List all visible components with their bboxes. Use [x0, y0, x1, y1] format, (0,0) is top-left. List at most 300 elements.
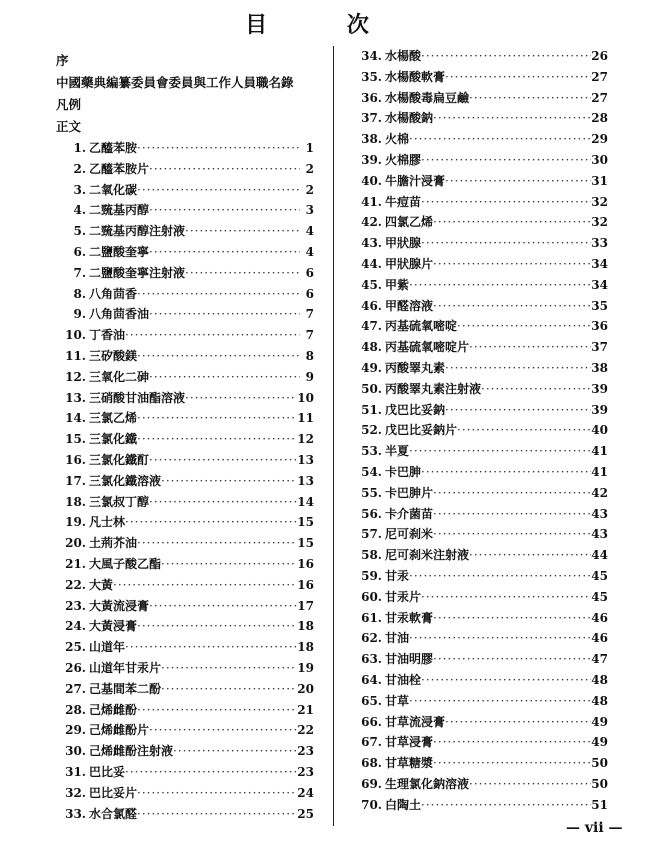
- toc-entry[interactable]: [356, 212, 608, 233]
- dot-leader: [481, 379, 591, 400]
- toc-entry[interactable]: [356, 587, 608, 608]
- toc-entry[interactable]: [356, 108, 608, 129]
- toc-entry[interactable]: [356, 670, 608, 691]
- entry-page: 25: [297, 806, 314, 821]
- toc-entry[interactable]: [56, 200, 314, 221]
- dot-leader: [137, 804, 297, 825]
- entry-page: 37: [591, 340, 608, 355]
- entry-number: 7.: [73, 265, 86, 280]
- entry-name: 丙酸睪丸素注射液: [385, 381, 482, 396]
- entry-name: 二鹽酸奎寧注射液: [89, 265, 186, 280]
- entry-number: 69.: [361, 776, 382, 791]
- entry-number: 60.: [361, 589, 382, 604]
- toc-entry[interactable]: [356, 462, 608, 483]
- dot-leader: [161, 679, 297, 700]
- entry-name: 八角茴香油: [89, 307, 150, 322]
- toc-right-column: [356, 46, 608, 815]
- dot-leader: [409, 129, 591, 150]
- toc-entry[interactable]: [356, 150, 608, 171]
- dot-leader: [149, 450, 297, 471]
- entry-number: 59.: [361, 568, 382, 583]
- entry-page: 16: [297, 556, 314, 571]
- toc-entry[interactable]: [356, 441, 608, 462]
- dot-leader: [149, 200, 300, 221]
- entry-page: 21: [297, 702, 314, 717]
- entry-number: 9.: [73, 307, 86, 322]
- entry-number: 16.: [65, 452, 86, 467]
- entry-number: 6.: [73, 244, 86, 259]
- dot-leader: [469, 774, 591, 795]
- dot-leader: [137, 284, 300, 305]
- entry-name: 水楊酸: [385, 49, 422, 63]
- dot-leader: [421, 587, 591, 608]
- entry-number: 13.: [65, 390, 86, 405]
- dot-leader: [433, 753, 591, 774]
- toc-entry[interactable]: [356, 129, 608, 150]
- toc-entry[interactable]: [56, 554, 314, 575]
- dot-leader: [457, 316, 591, 337]
- entry-page: 47: [591, 652, 608, 667]
- entry-number: 46.: [361, 298, 382, 313]
- dot-leader: [125, 325, 300, 346]
- toc-entry[interactable]: [356, 732, 608, 753]
- entry-number: 63.: [361, 652, 382, 667]
- toc-entry[interactable]: [56, 762, 314, 783]
- dot-leader: [433, 254, 591, 275]
- entry-number: 47.: [361, 319, 382, 334]
- toc-entry[interactable]: [56, 575, 314, 596]
- entry-page: 29: [591, 132, 608, 147]
- toc-entry[interactable]: [56, 408, 314, 429]
- toc-entry[interactable]: [56, 533, 314, 554]
- entry-number: 15.: [65, 432, 86, 447]
- entry-page: 4: [305, 244, 314, 259]
- entry-name: 丙基硫氧嘧啶片: [385, 340, 470, 355]
- toc-entry[interactable]: [356, 795, 608, 816]
- entry-number: 35.: [361, 69, 382, 84]
- entry-number: 34.: [361, 49, 382, 63]
- entry-number: 10.: [65, 328, 86, 343]
- entry-page: 4: [305, 224, 314, 239]
- toc-entry[interactable]: [56, 700, 314, 721]
- entry-page: 20: [297, 681, 314, 696]
- dot-leader: [421, 795, 591, 816]
- entry-number: 43.: [361, 236, 382, 251]
- entry-name: 甘草浸膏: [385, 735, 434, 750]
- entry-name: 己烯雌酚: [89, 702, 138, 717]
- dot-leader: [469, 337, 591, 358]
- entry-number: 23.: [65, 598, 86, 613]
- entry-name: 半夏: [385, 444, 410, 459]
- entry-name: 甘草流浸膏: [385, 714, 446, 729]
- toc-entry[interactable]: [356, 712, 608, 733]
- toc-entry-list: [56, 138, 314, 824]
- entry-name: 三氯叔丁醇: [89, 494, 150, 509]
- entry-page: 16: [297, 577, 314, 592]
- toc-entry[interactable]: [56, 180, 314, 201]
- dot-leader: [137, 138, 300, 159]
- toc-entry[interactable]: [56, 429, 314, 450]
- dot-leader: [185, 221, 300, 242]
- toc-entry[interactable]: [356, 275, 608, 296]
- toc-entry[interactable]: [56, 450, 314, 471]
- dot-leader: [137, 180, 300, 201]
- entry-name: 卡介菌苗: [385, 506, 434, 521]
- entry-name: 水楊酸鈉: [385, 111, 434, 126]
- toc-main-text[interactable]: 正文: [56, 119, 82, 134]
- entry-number: 2.: [73, 161, 86, 176]
- entry-name: 丁香油: [89, 328, 126, 343]
- entry-name: 戊巴比妥鈉: [385, 402, 446, 417]
- entry-number: 64.: [361, 672, 382, 687]
- dot-leader: [445, 358, 591, 379]
- dot-leader: [433, 649, 591, 670]
- entry-name: 巴比妥: [89, 764, 126, 779]
- dot-leader: [185, 263, 300, 284]
- dot-leader: [433, 608, 591, 629]
- entry-number: 44.: [361, 256, 382, 271]
- entry-number: 14.: [65, 411, 86, 426]
- dot-leader: [457, 420, 591, 441]
- entry-name: 二巰基丙醇: [89, 203, 150, 218]
- entry-page: 1: [305, 141, 314, 155]
- entry-page: 7: [305, 307, 314, 322]
- toc-left-column: [56, 50, 314, 824]
- entry-number: 50.: [361, 381, 382, 396]
- entry-name: 甘油栓: [385, 672, 422, 687]
- toc-entry[interactable]: [356, 545, 608, 566]
- toc-entry[interactable]: [356, 400, 608, 421]
- entry-page: 43: [591, 506, 608, 521]
- toc-entry[interactable]: [56, 512, 314, 533]
- toc-entry[interactable]: [56, 221, 314, 242]
- entry-name: 水楊酸毒扁豆鹼: [385, 90, 470, 105]
- entry-name: 三矽酸鎂: [89, 348, 138, 363]
- dot-leader: [149, 304, 300, 325]
- entry-name: 水楊酸軟膏: [385, 69, 446, 84]
- toc-entry[interactable]: [56, 804, 314, 825]
- entry-page: 9: [305, 369, 314, 384]
- dot-leader: [137, 700, 297, 721]
- entry-number: 53.: [361, 444, 382, 459]
- toc-entry[interactable]: [356, 192, 608, 213]
- entry-name: 甲狀腺: [385, 236, 422, 251]
- toc-general-notices[interactable]: 凡例: [56, 97, 82, 112]
- toc-entry[interactable]: [56, 637, 314, 658]
- toc-entry[interactable]: [356, 88, 608, 109]
- entry-number: 61.: [361, 610, 382, 625]
- entry-number: 31.: [65, 764, 86, 779]
- entry-number: 25.: [65, 640, 86, 655]
- entry-page: 3: [305, 203, 314, 218]
- entry-name: 己烯雌酚注射液: [89, 744, 174, 759]
- entry-name: 己烯雌酚片: [89, 723, 150, 738]
- toc-entry[interactable]: [356, 254, 608, 275]
- dot-leader: [113, 575, 297, 596]
- entry-number: 52.: [361, 423, 382, 438]
- entry-name: 丙基硫氧嘧啶: [385, 319, 458, 334]
- entry-name: 白陶土: [385, 797, 422, 812]
- dot-leader: [125, 637, 297, 658]
- toc-entry[interactable]: [56, 679, 314, 700]
- entry-number: 56.: [361, 506, 382, 521]
- toc-entry[interactable]: [356, 316, 608, 337]
- dot-leader: [137, 346, 300, 367]
- toc-entry[interactable]: [56, 304, 314, 325]
- dot-leader: [137, 429, 297, 450]
- toc-entry[interactable]: [356, 420, 608, 441]
- toc-entry[interactable]: [356, 524, 608, 545]
- toc-entry[interactable]: [356, 46, 608, 67]
- toc-entry[interactable]: [356, 171, 608, 192]
- dot-leader: [445, 171, 591, 192]
- toc-entry[interactable]: [56, 783, 314, 804]
- toc-entry[interactable]: [56, 658, 314, 679]
- dot-leader: [409, 566, 591, 587]
- entry-name: 卡巴胂: [385, 464, 422, 479]
- entry-name: 甘草: [385, 693, 410, 708]
- entry-number: 18.: [65, 494, 86, 509]
- entry-page: 46: [591, 610, 608, 625]
- dot-leader: [409, 275, 591, 296]
- entry-page: 13: [297, 473, 314, 488]
- entry-name: 土荊芥油: [89, 536, 138, 551]
- dot-leader: [433, 296, 591, 317]
- dot-leader: [137, 616, 297, 637]
- entry-name: 甘草糖漿: [385, 756, 434, 771]
- toc-entry[interactable]: [56, 325, 314, 346]
- page-title: 目 次: [245, 13, 405, 38]
- entry-page: 34: [591, 256, 608, 271]
- entry-name: 大黃流浸膏: [89, 598, 150, 613]
- entry-name: 三氯乙烯: [89, 411, 138, 426]
- entry-number: 4.: [73, 203, 86, 218]
- toc-entry[interactable]: [356, 483, 608, 504]
- column-divider: [333, 46, 334, 826]
- entry-number: 57.: [361, 527, 382, 542]
- toc-entry[interactable]: [356, 233, 608, 254]
- entry-number: 36.: [361, 90, 382, 105]
- toc-entry[interactable]: [56, 263, 314, 284]
- entry-number: 49.: [361, 360, 382, 375]
- entry-name: 山道年甘汞片: [89, 660, 162, 675]
- entry-number: 27.: [65, 681, 86, 696]
- entry-number: 12.: [65, 369, 86, 384]
- entry-page: 46: [591, 631, 608, 646]
- dot-leader: [445, 400, 591, 421]
- entry-page: 32: [591, 194, 608, 209]
- toc-entry[interactable]: [56, 346, 314, 367]
- toc-entry[interactable]: [56, 242, 314, 263]
- dot-leader: [137, 783, 297, 804]
- entry-page: 28: [591, 111, 608, 126]
- entry-name: 尼可刹米注射液: [385, 548, 470, 563]
- toc-entry[interactable]: [56, 138, 314, 159]
- entry-name: 牛痘苗: [385, 194, 422, 209]
- dot-leader: [421, 192, 591, 213]
- entry-page: 49: [591, 714, 608, 729]
- entry-name: 甘油: [385, 631, 410, 646]
- toc-entry[interactable]: [56, 492, 314, 513]
- entry-name: 二巰基丙醇注射液: [89, 224, 186, 239]
- dot-leader: [137, 408, 297, 429]
- dot-leader: [433, 504, 591, 525]
- entry-number: 21.: [65, 556, 86, 571]
- entry-page: 14: [297, 494, 314, 509]
- toc-entry[interactable]: [56, 720, 314, 741]
- entry-number: 68.: [361, 756, 382, 771]
- dot-leader: [421, 233, 591, 254]
- dot-leader: [149, 159, 300, 180]
- toc-entry[interactable]: [56, 471, 314, 492]
- toc-entry[interactable]: [356, 337, 608, 358]
- entry-number: 54.: [361, 464, 382, 479]
- entry-page: 30: [591, 152, 608, 167]
- entry-page: 7: [305, 328, 314, 343]
- toc-committee-list[interactable]: 中國藥典編纂委員會委員與工作人員職名錄: [56, 75, 294, 90]
- entry-page: 8: [305, 348, 314, 363]
- entry-name: 水合氯醛: [89, 806, 138, 821]
- entry-page: 41: [591, 464, 608, 479]
- toc-entry[interactable]: [56, 596, 314, 617]
- dot-leader: [173, 741, 297, 762]
- entry-page: 15: [297, 515, 314, 530]
- toc-entry[interactable]: [356, 67, 608, 88]
- entry-page: 27: [591, 90, 608, 105]
- toc-entry[interactable]: [56, 367, 314, 388]
- entry-name: 大風子酸乙酯: [89, 556, 162, 571]
- entry-number: 45.: [361, 277, 382, 292]
- entry-number: 48.: [361, 340, 382, 355]
- dot-leader: [149, 596, 297, 617]
- entry-name: 戊巴比妥鈉片: [385, 423, 458, 438]
- entry-page: 35: [591, 298, 608, 313]
- entry-name: 三氧化二砷: [89, 369, 150, 384]
- toc-entry[interactable]: [356, 566, 608, 587]
- entry-name: 三氯化鐵溶液: [89, 473, 162, 488]
- entry-name: 生理氯化鈉溶液: [385, 776, 470, 791]
- entry-page: 18: [297, 619, 314, 634]
- entry-page: 49: [591, 735, 608, 750]
- toc-entry[interactable]: [356, 691, 608, 712]
- toc-entry[interactable]: [56, 741, 314, 762]
- entry-number: 19.: [65, 515, 86, 530]
- toc-entry-list: [356, 46, 608, 815]
- entry-page: 23: [297, 764, 314, 779]
- entry-page: 19: [297, 660, 314, 675]
- entry-page: 2: [305, 161, 314, 176]
- toc-entry[interactable]: [356, 649, 608, 670]
- toc-entry[interactable]: [56, 388, 314, 409]
- toc-entry[interactable]: [356, 358, 608, 379]
- dot-leader: [421, 670, 591, 691]
- dot-leader: [161, 471, 297, 492]
- entry-number: 67.: [361, 735, 382, 750]
- entry-number: 42.: [361, 215, 382, 230]
- entry-page: 10: [297, 390, 314, 405]
- entry-number: 37.: [361, 111, 382, 126]
- entry-page: 36: [591, 319, 608, 334]
- entry-name: 甘油明膠: [385, 652, 434, 667]
- entry-page: 34: [591, 277, 608, 292]
- entry-name: 乙醯苯胺: [89, 141, 138, 155]
- entry-name: 三硝酸甘油酯溶液: [89, 390, 186, 405]
- entry-number: 51.: [361, 402, 382, 417]
- entry-number: 41.: [361, 194, 382, 209]
- entry-name: 大黃浸膏: [89, 619, 138, 634]
- dot-leader: [445, 67, 591, 88]
- toc-entry[interactable]: [356, 608, 608, 629]
- entry-page: 24: [297, 785, 314, 800]
- dot-leader: [149, 492, 297, 513]
- dot-leader: [469, 88, 591, 109]
- dot-leader: [149, 720, 297, 741]
- toc-entry[interactable]: [56, 159, 314, 180]
- dot-leader: [433, 732, 591, 753]
- entry-number: 39.: [361, 152, 382, 167]
- entry-number: 28.: [65, 702, 86, 717]
- dot-leader: [185, 388, 297, 409]
- entry-name: 凡士林: [89, 515, 126, 530]
- entry-page: 6: [305, 286, 314, 301]
- entry-page: 2: [305, 182, 314, 197]
- entry-page: 51: [591, 797, 608, 812]
- entry-name: 己基間苯二酚: [89, 681, 162, 696]
- entry-number: 62.: [361, 631, 382, 646]
- entry-number: 8.: [73, 286, 86, 301]
- entry-name: 四氯乙烯: [385, 215, 434, 230]
- toc-preface[interactable]: 序: [56, 53, 69, 68]
- toc-entry[interactable]: [56, 616, 314, 637]
- dot-leader: [409, 441, 591, 462]
- dot-leader: [421, 150, 591, 171]
- entry-name: 甲醛溶液: [385, 298, 434, 313]
- entry-page: 39: [591, 402, 608, 417]
- entry-page: 22: [297, 723, 314, 738]
- toc-entry[interactable]: [356, 504, 608, 525]
- toc-entry[interactable]: [56, 284, 314, 305]
- entry-name: 甲紫: [385, 277, 410, 292]
- entry-page: 44: [591, 548, 608, 563]
- toc-entry[interactable]: [356, 628, 608, 649]
- entry-name: 卡巴胂片: [385, 485, 434, 500]
- dot-leader: [469, 545, 591, 566]
- entry-page: 26: [591, 49, 608, 63]
- entry-number: 65.: [361, 693, 382, 708]
- entry-name: 甲狀腺片: [385, 256, 434, 271]
- entry-number: 5.: [73, 224, 86, 239]
- entry-number: 32.: [65, 785, 86, 800]
- entry-number: 26.: [65, 660, 86, 675]
- toc-entry[interactable]: [356, 753, 608, 774]
- entry-page: 38: [591, 360, 608, 375]
- entry-name: 乙醯苯胺片: [89, 161, 150, 176]
- entry-name: 火棉: [385, 132, 410, 147]
- entry-number: 40.: [361, 173, 382, 188]
- entry-name: 山道年: [89, 640, 126, 655]
- entry-page: 40: [591, 423, 608, 438]
- entry-name: 大黃: [89, 577, 114, 592]
- toc-entry[interactable]: [356, 774, 608, 795]
- dot-leader: [125, 512, 297, 533]
- entry-page: 33: [591, 236, 608, 251]
- entry-page: 48: [591, 693, 608, 708]
- entry-number: 70.: [361, 797, 382, 812]
- entry-page: 23: [297, 744, 314, 759]
- toc-entry[interactable]: [356, 379, 608, 400]
- entry-page: 48: [591, 672, 608, 687]
- toc-entry[interactable]: [356, 296, 608, 317]
